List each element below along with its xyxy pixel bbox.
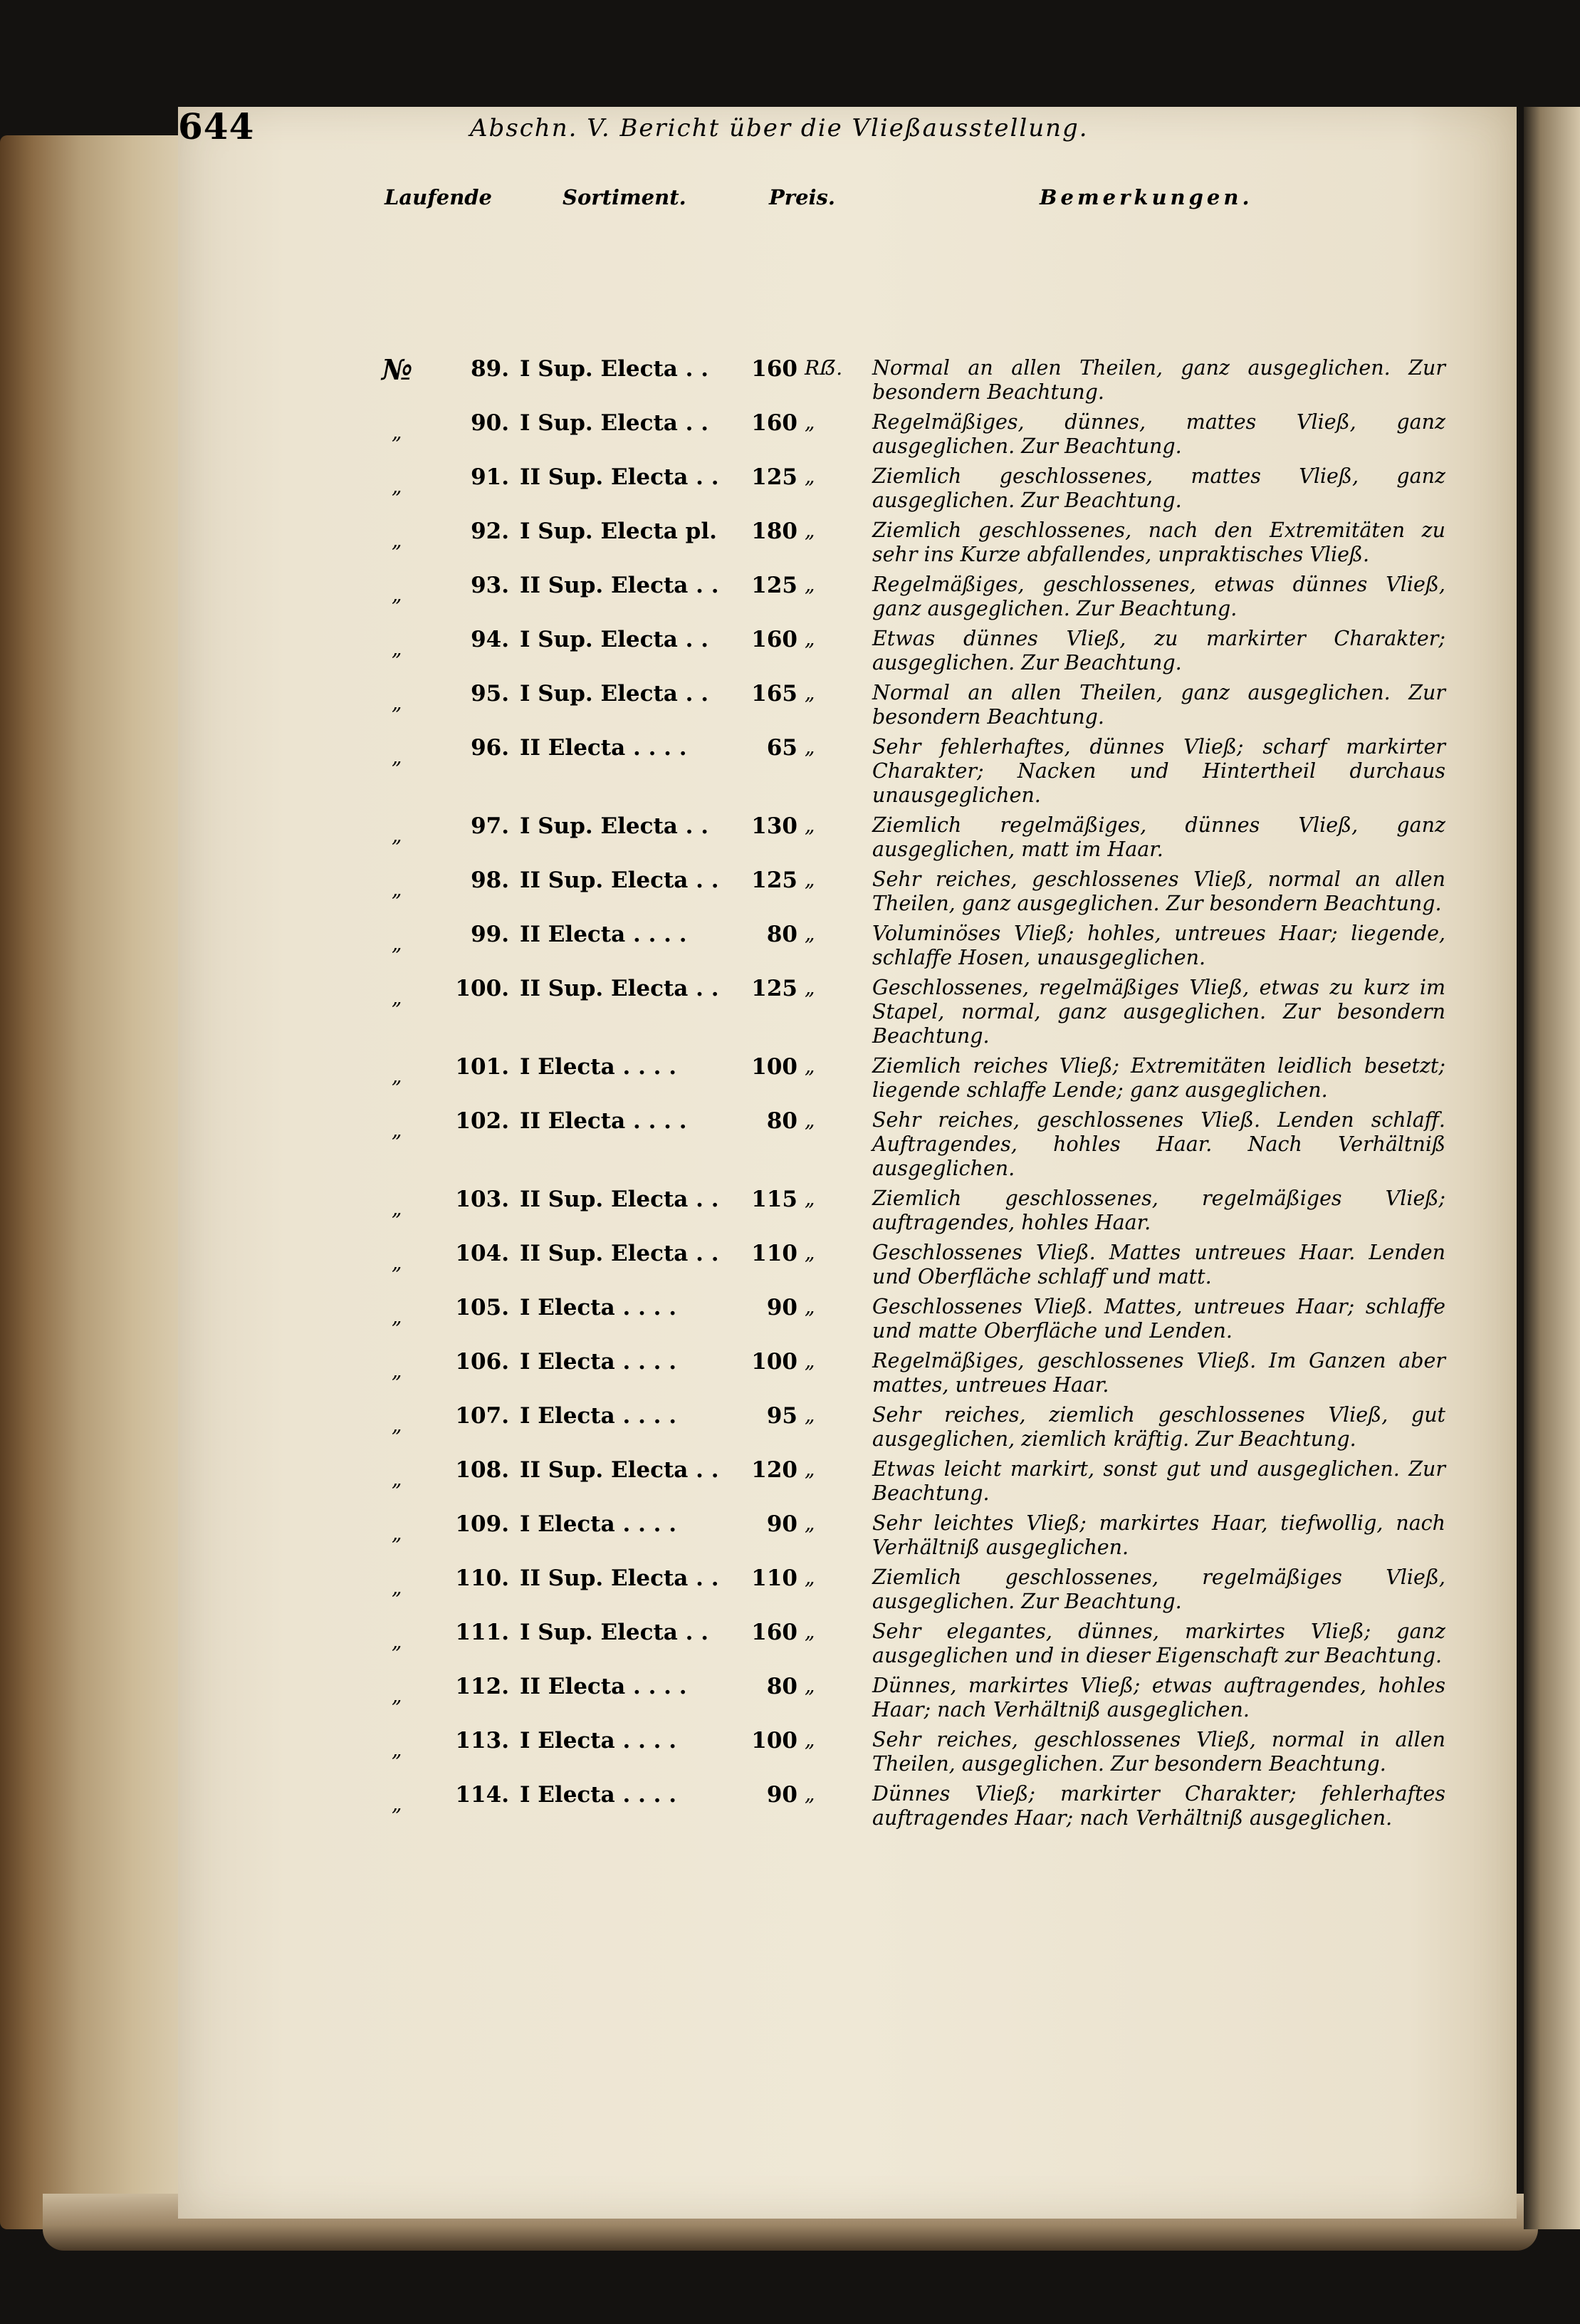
entry-remark: Ziemlich geschlossenes, mattes Vließ, ganz ausgeglichen. Zur Beachtung.: [872, 464, 1445, 512]
entry-unit: „: [805, 627, 815, 650]
entry-number: 111.: [455, 1620, 509, 1645]
entry-price: 100: [751, 1349, 797, 1375]
entry-row: [377, 1728, 1445, 1782]
column-header-bemerkungen: Bemerkungen.: [1040, 185, 1253, 209]
entry-unit: Rẞ.: [805, 356, 843, 380]
entry-row: [377, 681, 1445, 735]
entry-sortiment: II Electa . . . .: [520, 735, 687, 761]
entries-list: [377, 353, 1445, 1836]
entry-number: 98.: [471, 867, 509, 893]
entry-remark: Ziemlich regelmäßiges, dünnes Vließ, ganz ausgeglichen, matt im Haar.: [872, 813, 1445, 861]
entry-sortiment: I Electa . . . .: [520, 1782, 677, 1808]
entry-remark: Etwas dünnes Vließ, zu markirter Charakter; ausgeglichen. Zur Beachtung.: [872, 627, 1445, 674]
entry-number: 109.: [455, 1511, 509, 1537]
entry-row: [377, 464, 1445, 519]
entry-sortiment: I Electa . . . .: [520, 1728, 677, 1754]
entry-unit: „: [805, 1241, 815, 1264]
entry-unit: „: [805, 681, 815, 704]
entry-price: 90: [766, 1295, 797, 1320]
entry-number: 113.: [455, 1728, 509, 1754]
entry-unit: „: [805, 1511, 815, 1535]
entry-row: [377, 1349, 1445, 1403]
entry-row: [377, 735, 1445, 813]
entry-remark: Regelmäßiges, geschlossenes, etwas dünnes Vließ, ganz ausgeglichen. Zur Beachtung.: [872, 573, 1445, 620]
entry-unit: „: [805, 1620, 815, 1643]
ditto-mark: „: [392, 1251, 402, 1274]
column-header-preis: Preis.: [769, 185, 835, 209]
entry-remark: Geschlossenes Vließ. Mattes untreues Haar. Lenden und Oberfläche schlaff und matt.: [872, 1241, 1445, 1288]
entry-price: 100: [751, 1728, 797, 1754]
entry-number: 95.: [471, 681, 509, 707]
entry-remark: Sehr reiches, geschlossenes Vließ, normal in allen Theilen, ausgeglichen. Zur besondern Beachtung.: [872, 1728, 1445, 1776]
entry-row: [377, 1511, 1445, 1565]
ditto-mark: „: [392, 691, 402, 714]
entry-price: 125: [751, 976, 797, 1001]
entry-remark: Dünnes Vließ; markirter Charakter; fehlerhaftes auftragendes Haar; nach Verhältniß ausgeglichen.: [872, 1782, 1445, 1830]
ditto-mark: „: [392, 1118, 402, 1142]
ditto-mark: „: [392, 474, 402, 498]
entry-number: 108.: [455, 1457, 509, 1483]
ditto-mark: „: [392, 1684, 402, 1707]
entry-price: 110: [751, 1565, 797, 1591]
column-header-sortiment: Sortiment.: [563, 185, 686, 209]
entry-price: 120: [751, 1457, 797, 1483]
entry-sortiment: II Electa . . . .: [520, 1674, 687, 1699]
ditto-mark: „: [392, 1467, 402, 1491]
entry-remark: Sehr reiches, geschlossenes Vließ. Lenden schlaff. Auftragendes, hohles Haar. Nach Verhältniß ausgeglichen.: [872, 1108, 1445, 1180]
ditto-mark: „: [392, 1413, 402, 1437]
entry-unit: „: [805, 1054, 815, 1078]
entry-number: 114.: [455, 1782, 509, 1808]
entry-remark: Dünnes, markirtes Vließ; etwas auftragendes, hohles Haar; nach Verhältniß ausgeglichen.: [872, 1674, 1445, 1721]
running-head: Abschn. V. Bericht über die Vließausstellung.: [470, 114, 1089, 142]
ditto-mark: „: [392, 932, 402, 955]
entry-number: 96.: [471, 735, 509, 761]
entry-number: 90.: [471, 410, 509, 436]
ditto-mark: „: [392, 823, 402, 847]
ditto-mark: „: [392, 528, 402, 552]
entry-number: 94.: [471, 627, 509, 652]
entry-remark: Sehr reiches, geschlossenes Vließ, normal an allen Theilen, ganz ausgeglichen. Zur besondern Beachtung.: [872, 867, 1445, 915]
entry-sortiment: I Sup. Electa . .: [520, 1620, 709, 1645]
ditto-mark: „: [392, 420, 402, 444]
entry-row: [377, 813, 1445, 867]
entry-remark: Ziemlich geschlossenes, regelmäßiges Vließ; auftragendes, hohles Haar.: [872, 1187, 1445, 1234]
entry-row: [377, 922, 1445, 976]
entry-row: [377, 976, 1445, 1054]
entry-number: 93.: [471, 573, 509, 598]
entry-price: 80: [766, 922, 797, 947]
entry-sortiment: I Sup. Electa . .: [520, 813, 709, 839]
entry-price: 95: [766, 1403, 797, 1429]
entry-price: 125: [751, 464, 797, 490]
ditto-mark: „: [392, 877, 402, 901]
entry-unit: „: [805, 735, 815, 759]
entry-sortiment: I Sup. Electa . .: [520, 356, 709, 382]
entry-price: 110: [751, 1241, 797, 1266]
ditto-mark: „: [392, 1738, 402, 1761]
entry-row: [377, 410, 1445, 464]
ditto-mark: „: [392, 1575, 402, 1599]
entry-unit: „: [805, 1295, 815, 1318]
entry-price: 80: [766, 1108, 797, 1134]
entry-unit: „: [805, 1349, 815, 1372]
entry-sortiment: II Sup. Electa . .: [520, 1565, 719, 1591]
entry-sortiment: I Electa . . . .: [520, 1054, 677, 1080]
entry-row: [377, 353, 1445, 410]
entry-remark: Ziemlich reiches Vließ; Extremitäten leidlich besetzt; liegende schlaffe Lende; ganz ausgeglichen.: [872, 1054, 1445, 1102]
entry-unit: „: [805, 410, 815, 434]
entry-remark: Ziemlich geschlossenes, nach den Extremitäten zu sehr ins Kurze abfallendes, unpraktisches Vließ.: [872, 519, 1445, 566]
entry-row: [377, 1295, 1445, 1349]
ditto-mark: „: [392, 1359, 402, 1382]
entry-unit: „: [805, 464, 815, 488]
entry-unit: „: [805, 573, 815, 596]
ditto-mark: №: [382, 353, 413, 387]
entry-remark: Sehr fehlerhaftes, dünnes Vließ; scharf markirter Charakter; Nacken und Hintertheil durchaus unausgeglichen.: [872, 735, 1445, 807]
entry-unit: „: [805, 867, 815, 891]
entry-price: 115: [751, 1187, 797, 1212]
entry-sortiment: II Electa . . . .: [520, 922, 687, 947]
ditto-mark: „: [392, 1305, 402, 1328]
entry-remark: Geschlossenes Vließ. Mattes, untreues Haar; schlaffe und matte Oberfläche und Lenden.: [872, 1295, 1445, 1343]
entry-row: [377, 1620, 1445, 1674]
entry-price: 100: [751, 1054, 797, 1080]
entry-remark: Regelmäßiges, geschlossenes Vließ. Im Ganzen aber mattes, untreues Haar.: [872, 1349, 1445, 1397]
entry-row: [377, 1457, 1445, 1511]
entry-number: 102.: [455, 1108, 509, 1134]
entry-row: [377, 519, 1445, 573]
entry-remark: Voluminöses Vließ; hohles, untreues Haar; liegende, schlaffe Hosen, unausgeglichen.: [872, 922, 1445, 969]
column-header-laufende: Laufende: [384, 185, 493, 209]
entry-number: 104.: [455, 1241, 509, 1266]
entry-sortiment: I Sup. Electa pl.: [520, 519, 717, 544]
ditto-mark: „: [392, 1197, 402, 1220]
entry-unit: „: [805, 1108, 815, 1132]
entry-remark: Normal an allen Theilen, ganz ausgeglichen. Zur besondern Beachtung.: [872, 681, 1445, 729]
entry-number: 97.: [471, 813, 509, 839]
entry-row: [377, 1674, 1445, 1728]
entry-number: 92.: [471, 519, 509, 544]
ditto-mark: „: [392, 583, 402, 606]
entry-row: [377, 1187, 1445, 1241]
entry-number: 107.: [455, 1403, 509, 1429]
page-number: 644: [178, 105, 255, 147]
entry-number: 91.: [471, 464, 509, 490]
entry-row: [377, 1241, 1445, 1295]
entry-number: 106.: [455, 1349, 509, 1375]
entry-number: 89.: [471, 356, 509, 382]
entry-row: [377, 1108, 1445, 1187]
ditto-mark: „: [392, 745, 402, 768]
entry-price: 180: [751, 519, 797, 544]
entry-number: 99.: [471, 922, 509, 947]
entry-price: 125: [751, 867, 797, 893]
ditto-mark: „: [392, 637, 402, 660]
ditto-mark: „: [392, 986, 402, 1009]
entry-sortiment: II Sup. Electa . .: [520, 464, 719, 490]
entry-unit: „: [805, 813, 815, 837]
entry-price: 80: [766, 1674, 797, 1699]
entry-row: [377, 573, 1445, 627]
entry-unit: „: [805, 1187, 815, 1210]
entry-price: 160: [751, 627, 797, 652]
entry-unit: „: [805, 976, 815, 999]
entry-remark: Normal an allen Theilen, ganz ausgeglichen. Zur besondern Beachtung.: [872, 356, 1445, 404]
entry-sortiment: II Sup. Electa . .: [520, 1187, 719, 1212]
entry-price: 90: [766, 1511, 797, 1537]
right-page-edge: [1524, 107, 1580, 2229]
entry-row: [377, 627, 1445, 681]
entry-remark: Sehr elegantes, dünnes, markirtes Vließ; ganz ausgeglichen und in dieser Eigenschaft zur Beachtung.: [872, 1620, 1445, 1667]
entry-remark: Regelmäßiges, dünnes, mattes Vließ, ganz ausgeglichen. Zur Beachtung.: [872, 410, 1445, 458]
entry-number: 100.: [455, 976, 509, 1001]
ditto-mark: „: [392, 1521, 402, 1545]
entry-number: 101.: [455, 1054, 509, 1080]
entry-sortiment: II Sup. Electa . .: [520, 573, 719, 598]
entry-sortiment: II Sup. Electa . .: [520, 1457, 719, 1483]
entry-unit: „: [805, 1565, 815, 1589]
entry-remark: Sehr leichtes Vließ; markirtes Haar, tiefwollig, nach Verhältniß ausgeglichen.: [872, 1511, 1445, 1559]
book-edge-left: [0, 135, 178, 2229]
entry-price: 160: [751, 356, 797, 382]
ditto-mark: „: [392, 1792, 402, 1815]
entry-price: 165: [751, 681, 797, 707]
entry-price: 160: [751, 410, 797, 436]
entry-number: 103.: [455, 1187, 509, 1212]
entry-unit: „: [805, 1728, 815, 1751]
entry-sortiment: II Sup. Electa . .: [520, 1241, 719, 1266]
entry-row: [377, 1782, 1445, 1836]
entry-sortiment: I Sup. Electa . .: [520, 410, 709, 436]
entry-number: 105.: [455, 1295, 509, 1320]
entry-sortiment: I Electa . . . .: [520, 1295, 677, 1320]
entry-number: 112.: [455, 1674, 509, 1699]
entry-sortiment: II Electa . . . .: [520, 1108, 687, 1134]
entry-price: 130: [751, 813, 797, 839]
entry-sortiment: I Sup. Electa . .: [520, 681, 709, 707]
entry-remark: Etwas leicht markirt, sonst gut und ausgeglichen. Zur Beachtung.: [872, 1457, 1445, 1505]
entry-row: [377, 867, 1445, 922]
entry-unit: „: [805, 519, 815, 542]
entry-number: 110.: [455, 1565, 509, 1591]
entry-sortiment: I Electa . . . .: [520, 1349, 677, 1375]
entry-sortiment: I Electa . . . .: [520, 1511, 677, 1537]
entry-remark: Sehr reiches, ziemlich geschlossenes Vließ, gut ausgeglichen, ziemlich kräftig. Zur Beachtung.: [872, 1403, 1445, 1451]
entry-unit: „: [805, 1674, 815, 1697]
entry-price: 65: [766, 735, 797, 761]
entry-unit: „: [805, 1403, 815, 1427]
entry-price: 90: [766, 1782, 797, 1808]
entry-unit: „: [805, 1782, 815, 1805]
ditto-mark: „: [392, 1064, 402, 1088]
entry-remark: Ziemlich geschlossenes, regelmäßiges Vließ, ausgeglichen. Zur Beachtung.: [872, 1565, 1445, 1613]
entry-price: 125: [751, 573, 797, 598]
entry-sortiment: II Sup. Electa . .: [520, 976, 719, 1001]
entry-unit: „: [805, 1457, 815, 1481]
entry-row: [377, 1565, 1445, 1620]
entry-sortiment: II Sup. Electa . .: [520, 867, 719, 893]
entry-price: 160: [751, 1620, 797, 1645]
entry-remark: Geschlossenes, regelmäßiges Vließ, etwas zu kurz im Stapel, normal, ganz ausgeglichen. Zur besondern Beachtung.: [872, 976, 1445, 1048]
entry-unit: „: [805, 922, 815, 945]
entry-row: [377, 1054, 1445, 1108]
entry-sortiment: I Sup. Electa . .: [520, 627, 709, 652]
ditto-mark: „: [392, 1630, 402, 1653]
entry-sortiment: I Electa . . . .: [520, 1403, 677, 1429]
entry-row: [377, 1403, 1445, 1457]
